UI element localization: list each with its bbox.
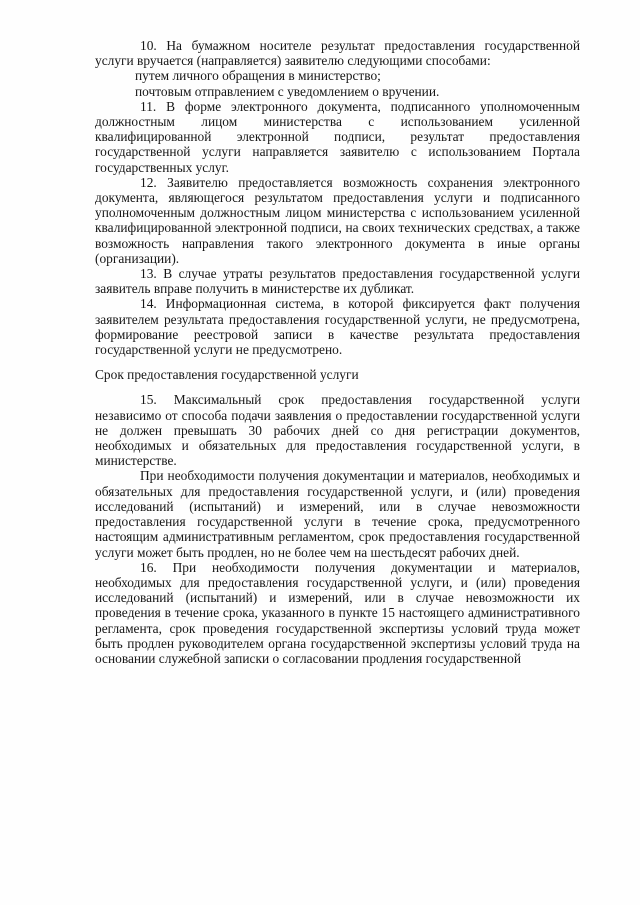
paragraph-item-11: 11. В форме электронного документа, подписанного уполномоченным должностным лицом министерства с использованием усиленной квалифицированной электронной подписи, результат предоставления государственной услуги направляется заявителю с использованием Портала государственных услуг.: [95, 98, 580, 175]
paragraph-item-16: 16. При необходимости получения документации и материалов, необходимых для предоставления государственной услуги, и (или) проведения исследований (испытаний) и измерений, или в случае невозможности их проведения в течение срока, указанного в пункте 15 настоящего административного регламента, срок проведения государственной экспертизы условий труда может быть продлен руководителем органа государственной экспертизы условий труда на основании служебной записки о согласовании продления государственной: [95, 559, 580, 666]
paragraph-item-14: 14. Информационная система, в которой фиксируется факт получения заявителем результата предоставления государственной услуги, не предусмотрена, формирование реестровой записи в качестве результата предоставления государственной услуги не предусмотрено.: [95, 296, 580, 358]
paragraph-item-13: 13. В случае утраты результатов предоставления государственной услуги заявитель вправе получить в министерстве их дубликат.: [95, 266, 580, 297]
paragraph-item-10: 10. На бумажном носителе результат предоставления государственной услуги вручается (направляется) заявителю следующими способами:: [95, 38, 580, 69]
paragraph-item-15: 15. Максимальный срок предоставления государственной услуги независимо от способа подачи заявления о предоставлении государственной услуги не должен превышать 30 рабочих дней со дня регистрации документов, необходимых и обязательных для предоставления государственной услуги, в министерстве.: [95, 392, 580, 469]
paragraph-item-12: 12. Заявителю предоставляется возможность сохранения электронного документа, являющегося результатом предоставления услуги и подписанного уполномоченным должностным лицом министерства с использованием усиленной квалифицированной электронной подписи, на своих технических средствах, а также возможность направления такого электронного документа в иные органы (организации).: [95, 174, 580, 266]
paragraph-extension: При необходимости получения документации и материалов, необходимых и обязательных для предоставления государственной услуги, и (или) проведения исследований (испытаний) и измерений, или в случае невозможности предоставления государственной услуги в течение срока, предусмотренного настоящим административным регламентом, срок предоставления государственной услуги может быть продлен, но не более чем на шестьдесят рабочих дней.: [95, 468, 580, 560]
section-heading: Срок предоставления государственной услуги: [95, 367, 359, 383]
subitem-postal-delivery: почтовым отправлением с уведомлением о вручении.: [135, 83, 440, 99]
subitem-personal-visit: путем личного обращения в министерство;: [135, 68, 381, 84]
